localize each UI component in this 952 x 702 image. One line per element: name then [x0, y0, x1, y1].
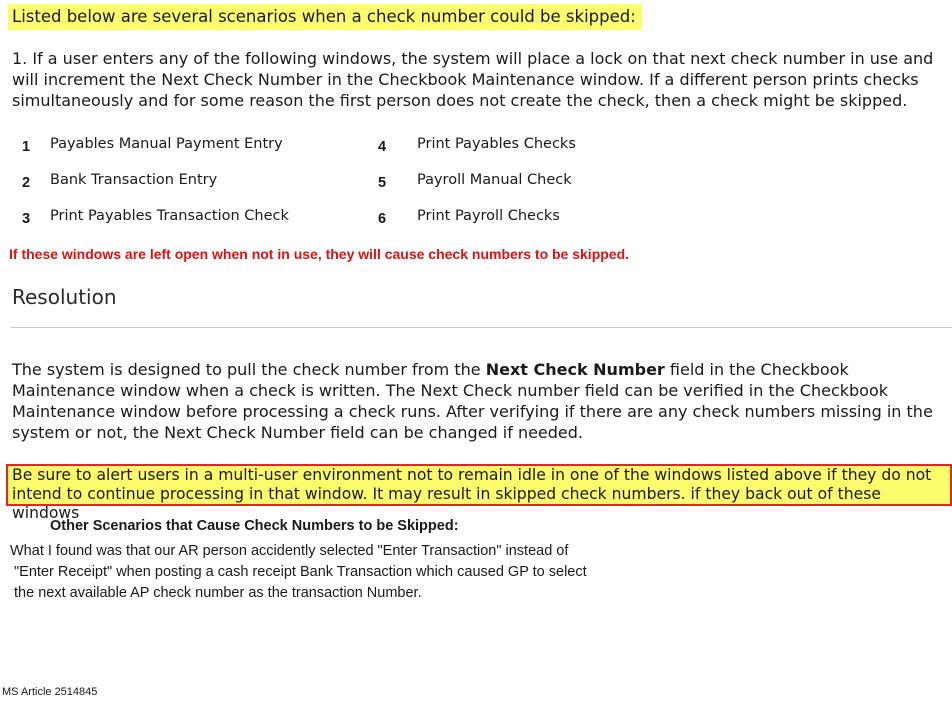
- resolution-field-name: Next Check Number: [485, 360, 665, 379]
- resolution-text-after: field in the Checkbook Maintenance window when a check is written. The Next Check number field can be verified in the Checkbook Maintenance window before processing a check runs. After verifying if there are any check numbers missing in the system or not, the Next Check Number field can be changed if needed.: [12, 360, 933, 442]
- intro-highlight: [8, 4, 642, 30]
- list-item-label: Bank Transaction Entry: [50, 172, 218, 188]
- list-item-number: 3: [22, 211, 31, 227]
- list-item: [378, 172, 386, 191]
- other-scenarios-line: What I found was that our AR person accidently selected "Enter Transaction" instead of: [10, 543, 569, 559]
- list-item-label: Payables Manual Payment Entry: [50, 136, 283, 152]
- other-scenarios-paragraph: [10, 541, 630, 604]
- list-item-number: 1: [22, 139, 31, 155]
- list-item-label: Print Payroll Checks: [417, 208, 560, 224]
- list-item-label: Print Payables Checks: [417, 136, 576, 152]
- warning-text: If these windows are left open when not in use, they will cause check numbers to be skipped.: [9, 246, 630, 262]
- section-heading: Resolution: [12, 285, 117, 309]
- scenario-paragraph: 1. If a user enters any of the following windows, the system will place a lock on that next check number in use and will increment the Next Check Number in the Checkbook Maintenance window. If a different person prints checks simultaneously and for some reason the first person does not create the check, then a check might be skipped.: [12, 49, 934, 110]
- list-item: [22, 136, 30, 155]
- footer-reference: MS Article 2514845: [2, 686, 98, 698]
- other-scenarios-line: the next available AP check number as the transaction Number.: [10, 585, 422, 601]
- alert-box: Be sure to alert users in a multi-user environment not to remain idle in one of the windows listed above if they do not intend to continue processing in that window. It may result in skipped check numbers. if they back out of these windows: [6, 464, 952, 506]
- list-item-number: 6: [378, 211, 387, 227]
- resolution-text-before: The system is designed to pull the check number from the: [12, 360, 486, 379]
- list-item-number: 5: [378, 175, 387, 191]
- list-item: [22, 208, 30, 227]
- subheading: Other Scenarios that Cause Check Numbers to be Skipped:: [50, 518, 459, 534]
- list-item: [378, 208, 386, 227]
- list-item: [22, 172, 30, 191]
- intro-text: Listed below are several scenarios when a check number could be skipped:: [12, 7, 636, 26]
- list-item-number: 4: [378, 139, 387, 155]
- other-scenarios-line: "Enter Receipt" when posting a cash receipt Bank Transaction which caused GP to select: [10, 564, 587, 580]
- list-item-label: Print Payables Transaction Check: [50, 208, 289, 224]
- list-item-number: 2: [22, 175, 31, 191]
- divider: [11, 327, 952, 328]
- list-item: [378, 136, 386, 155]
- list-item-label: Payroll Manual Check: [417, 172, 572, 188]
- resolution-paragraph: [12, 359, 942, 443]
